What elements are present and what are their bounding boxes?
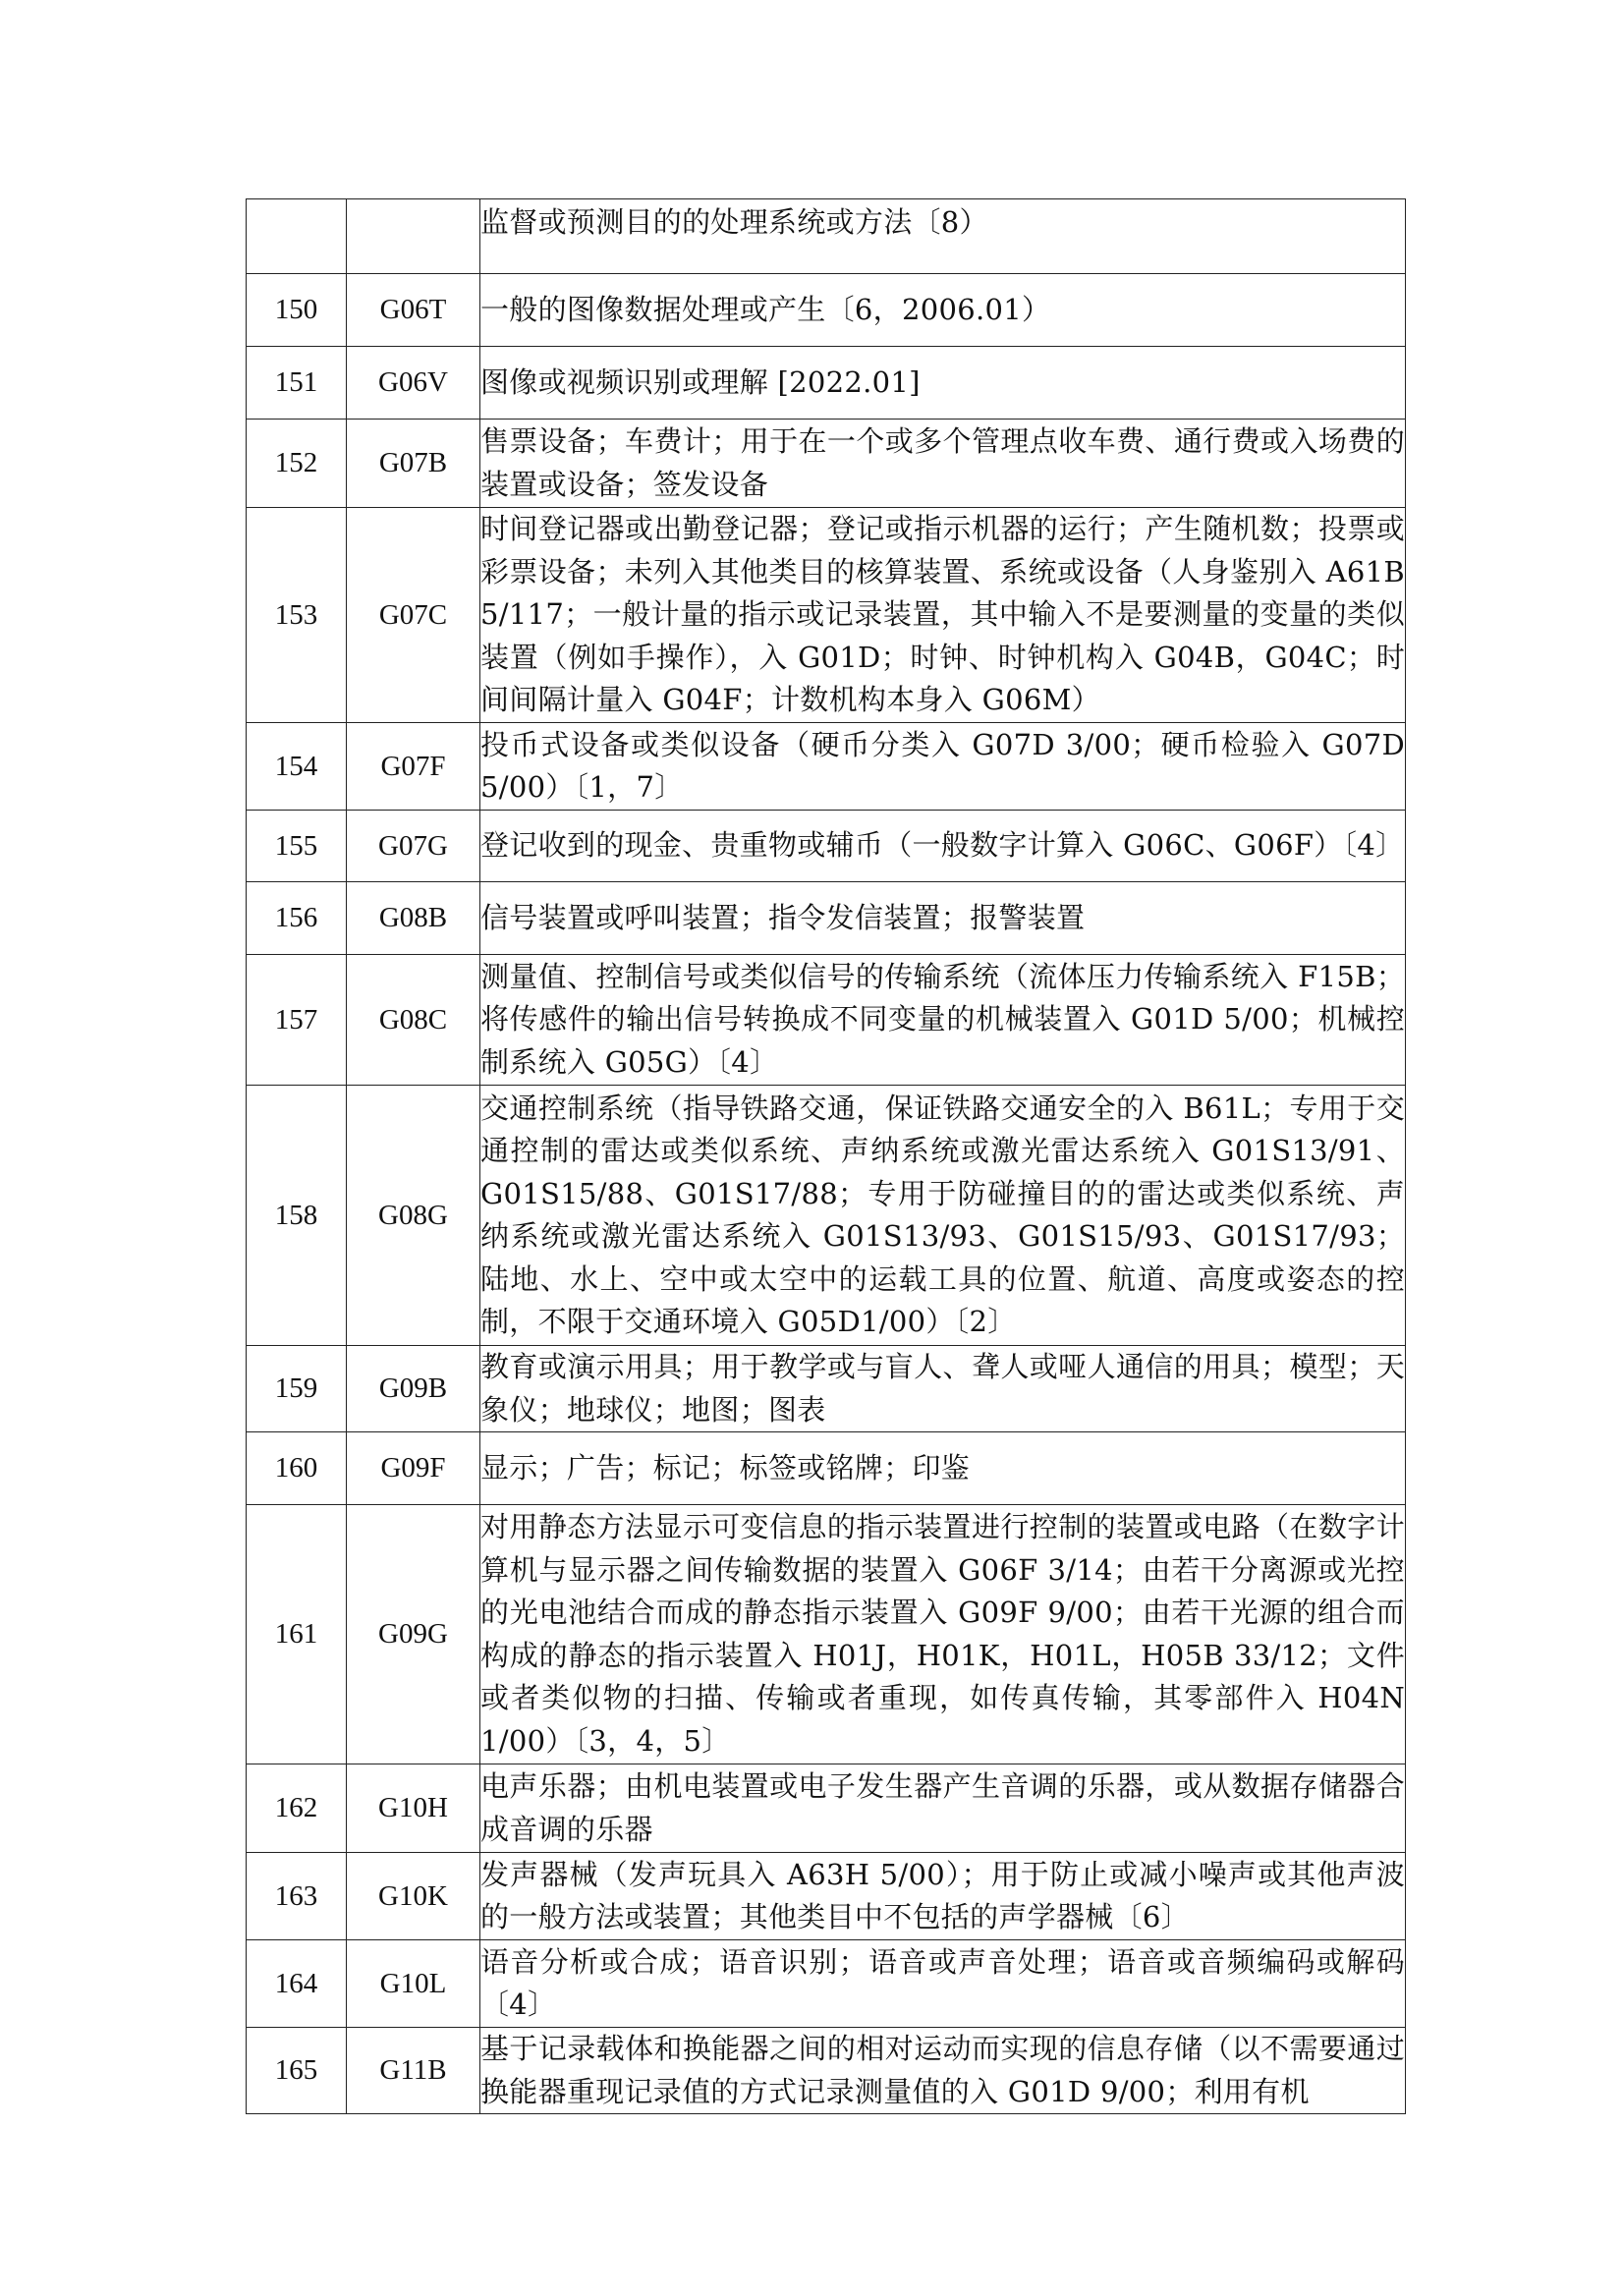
table-row: [247, 1940, 1406, 2028]
table-row: [247, 1853, 1406, 1940]
table-row: [247, 1764, 1406, 1853]
row-number: 151: [247, 347, 347, 420]
class-code: G08G: [347, 1086, 480, 1346]
class-description: 监督或预测目的的处理系统或方法〔8）: [480, 199, 1406, 274]
table-row: [247, 811, 1406, 882]
class-description: 时间登记器或出勤登记器；登记或指示机器的运行；产生随机数；投票或彩票设备；未列入其他类目的核算装置、系统或设备（人身鉴别入 A61B 5/117；一般计量的指示或记录装置，其中输入不是要测量的变量的类似装置（例如手操作），入 G01D；时钟、时钟机构入 G04B，G04C；时间间隔计量入 G04F；计数机构本身入 G06M）: [480, 508, 1406, 723]
class-code: G11B: [347, 2028, 480, 2114]
class-description: 语音分析或合成；语音识别；语音或声音处理；语音或音频编码或解码〔4〕: [480, 1940, 1406, 2028]
class-code: G07B: [347, 420, 480, 508]
table-row: [247, 1346, 1406, 1432]
class-code: G07F: [347, 723, 480, 811]
class-code: G08C: [347, 955, 480, 1086]
row-number: 153: [247, 508, 347, 723]
class-description: 投币式设备或类似设备（硬币分类入 G07D 3/00；硬币检验入 G07D 5/00）〔1，7〕: [480, 723, 1406, 811]
row-number: 158: [247, 1086, 347, 1346]
row-number: 165: [247, 2028, 347, 2114]
classification-table: [246, 198, 1406, 2114]
row-number: 161: [247, 1505, 347, 1764]
class-description: 交通控制系统（指导铁路交通，保证铁路交通安全的入 B61L；专用于交通控制的雷达或类似系统、声纳系统或激光雷达系统入 G01S13/91、G01S15/88、G01S17/88；专用于防碰撞目的的雷达或类似系统、声纳系统或激光雷达系统入 G01S13/93、G01S15/93、G01S17/93；陆地、水上、空中或太空中的运载工具的位置、航道、高度或姿态的控制，不限于交通环境入 G05D1/00）〔2〕: [480, 1086, 1406, 1346]
table-row: [247, 1432, 1406, 1505]
row-number: 156: [247, 882, 347, 955]
class-code: G06T: [347, 274, 480, 347]
row-number: 162: [247, 1764, 347, 1853]
row-number: 163: [247, 1853, 347, 1940]
class-code: G07G: [347, 811, 480, 882]
row-number: 155: [247, 811, 347, 882]
table-row: [247, 1505, 1406, 1764]
class-description: 对用静态方法显示可变信息的指示装置进行控制的装置或电路（在数字计算机与显示器之间传输数据的装置入 G06F 3/14；由若干分离源或光控的光电池结合而成的静态指示装置入 G09F 9/00；由若干光源的组合而构成的静态的指示装置入 H01J，H01K，H01L，H05B 33/12；文件或者类似物的扫描、传输或者重现，如传真传输，其零部件入 H04N 1/00）〔3，4，5〕: [480, 1505, 1406, 1764]
class-description: 售票设备；车费计；用于在一个或多个管理点收车费、通行费或入场费的装置或设备；签发设备: [480, 420, 1406, 508]
class-code: G10K: [347, 1853, 480, 1940]
table-row: [247, 347, 1406, 420]
row-number: 154: [247, 723, 347, 811]
class-description: 电声乐器；由机电装置或电子发生器产生音调的乐器，或从数据存储器合成音调的乐器: [480, 1764, 1406, 1853]
row-number: [247, 199, 347, 274]
class-description: 发声器械（发声玩具入 A63H 5/00）；用于防止或减小噪声或其他声波的一般方法或装置；其他类目中不包括的声学器械〔6〕: [480, 1853, 1406, 1940]
table-row: [247, 1086, 1406, 1346]
row-number: 160: [247, 1432, 347, 1505]
class-description: 显示；广告；标记；标签或铭牌；印鉴: [480, 1432, 1406, 1505]
class-code: G07C: [347, 508, 480, 723]
class-description: 登记收到的现金、贵重物或辅币（一般数字计算入 G06C、G06F）〔4〕: [480, 811, 1406, 882]
row-number: 152: [247, 420, 347, 508]
table-row: [247, 2028, 1406, 2114]
class-code: [347, 199, 480, 274]
class-description: 测量值、控制信号或类似信号的传输系统（流体压力传输系统入 F15B；将传感件的输出信号转换成不同变量的机械装置入 G01D 5/00；机械控制系统入 G05G）〔4〕: [480, 955, 1406, 1086]
class-code: G09B: [347, 1346, 480, 1432]
class-description: 教育或演示用具；用于教学或与盲人、聋人或哑人通信的用具；模型；天象仪；地球仪；地图；图表: [480, 1346, 1406, 1432]
class-code: G09G: [347, 1505, 480, 1764]
class-description: 基于记录载体和换能器之间的相对运动而实现的信息存储（以不需要通过换能器重现记录值的方式记录测量值的入 G01D 9/00；利用有机: [480, 2028, 1406, 2114]
row-number: 157: [247, 955, 347, 1086]
table-row: [247, 420, 1406, 508]
class-description: 信号装置或呼叫装置；指令发信装置；报警装置: [480, 882, 1406, 955]
class-description: 图像或视频识别或理解 [2022.01]: [480, 347, 1406, 420]
table-row: [247, 723, 1406, 811]
table-row: [247, 955, 1406, 1086]
table-row: [247, 199, 1406, 274]
class-code: G06V: [347, 347, 480, 420]
table-row: [247, 882, 1406, 955]
class-description: 一般的图像数据处理或产生〔6，2006.01）: [480, 274, 1406, 347]
row-number: 150: [247, 274, 347, 347]
table-row: [247, 274, 1406, 347]
table-row: [247, 508, 1406, 723]
class-code: G09F: [347, 1432, 480, 1505]
row-number: 159: [247, 1346, 347, 1432]
class-code: G08B: [347, 882, 480, 955]
row-number: 164: [247, 1940, 347, 2028]
class-code: G10L: [347, 1940, 480, 2028]
class-code: G10H: [347, 1764, 480, 1853]
